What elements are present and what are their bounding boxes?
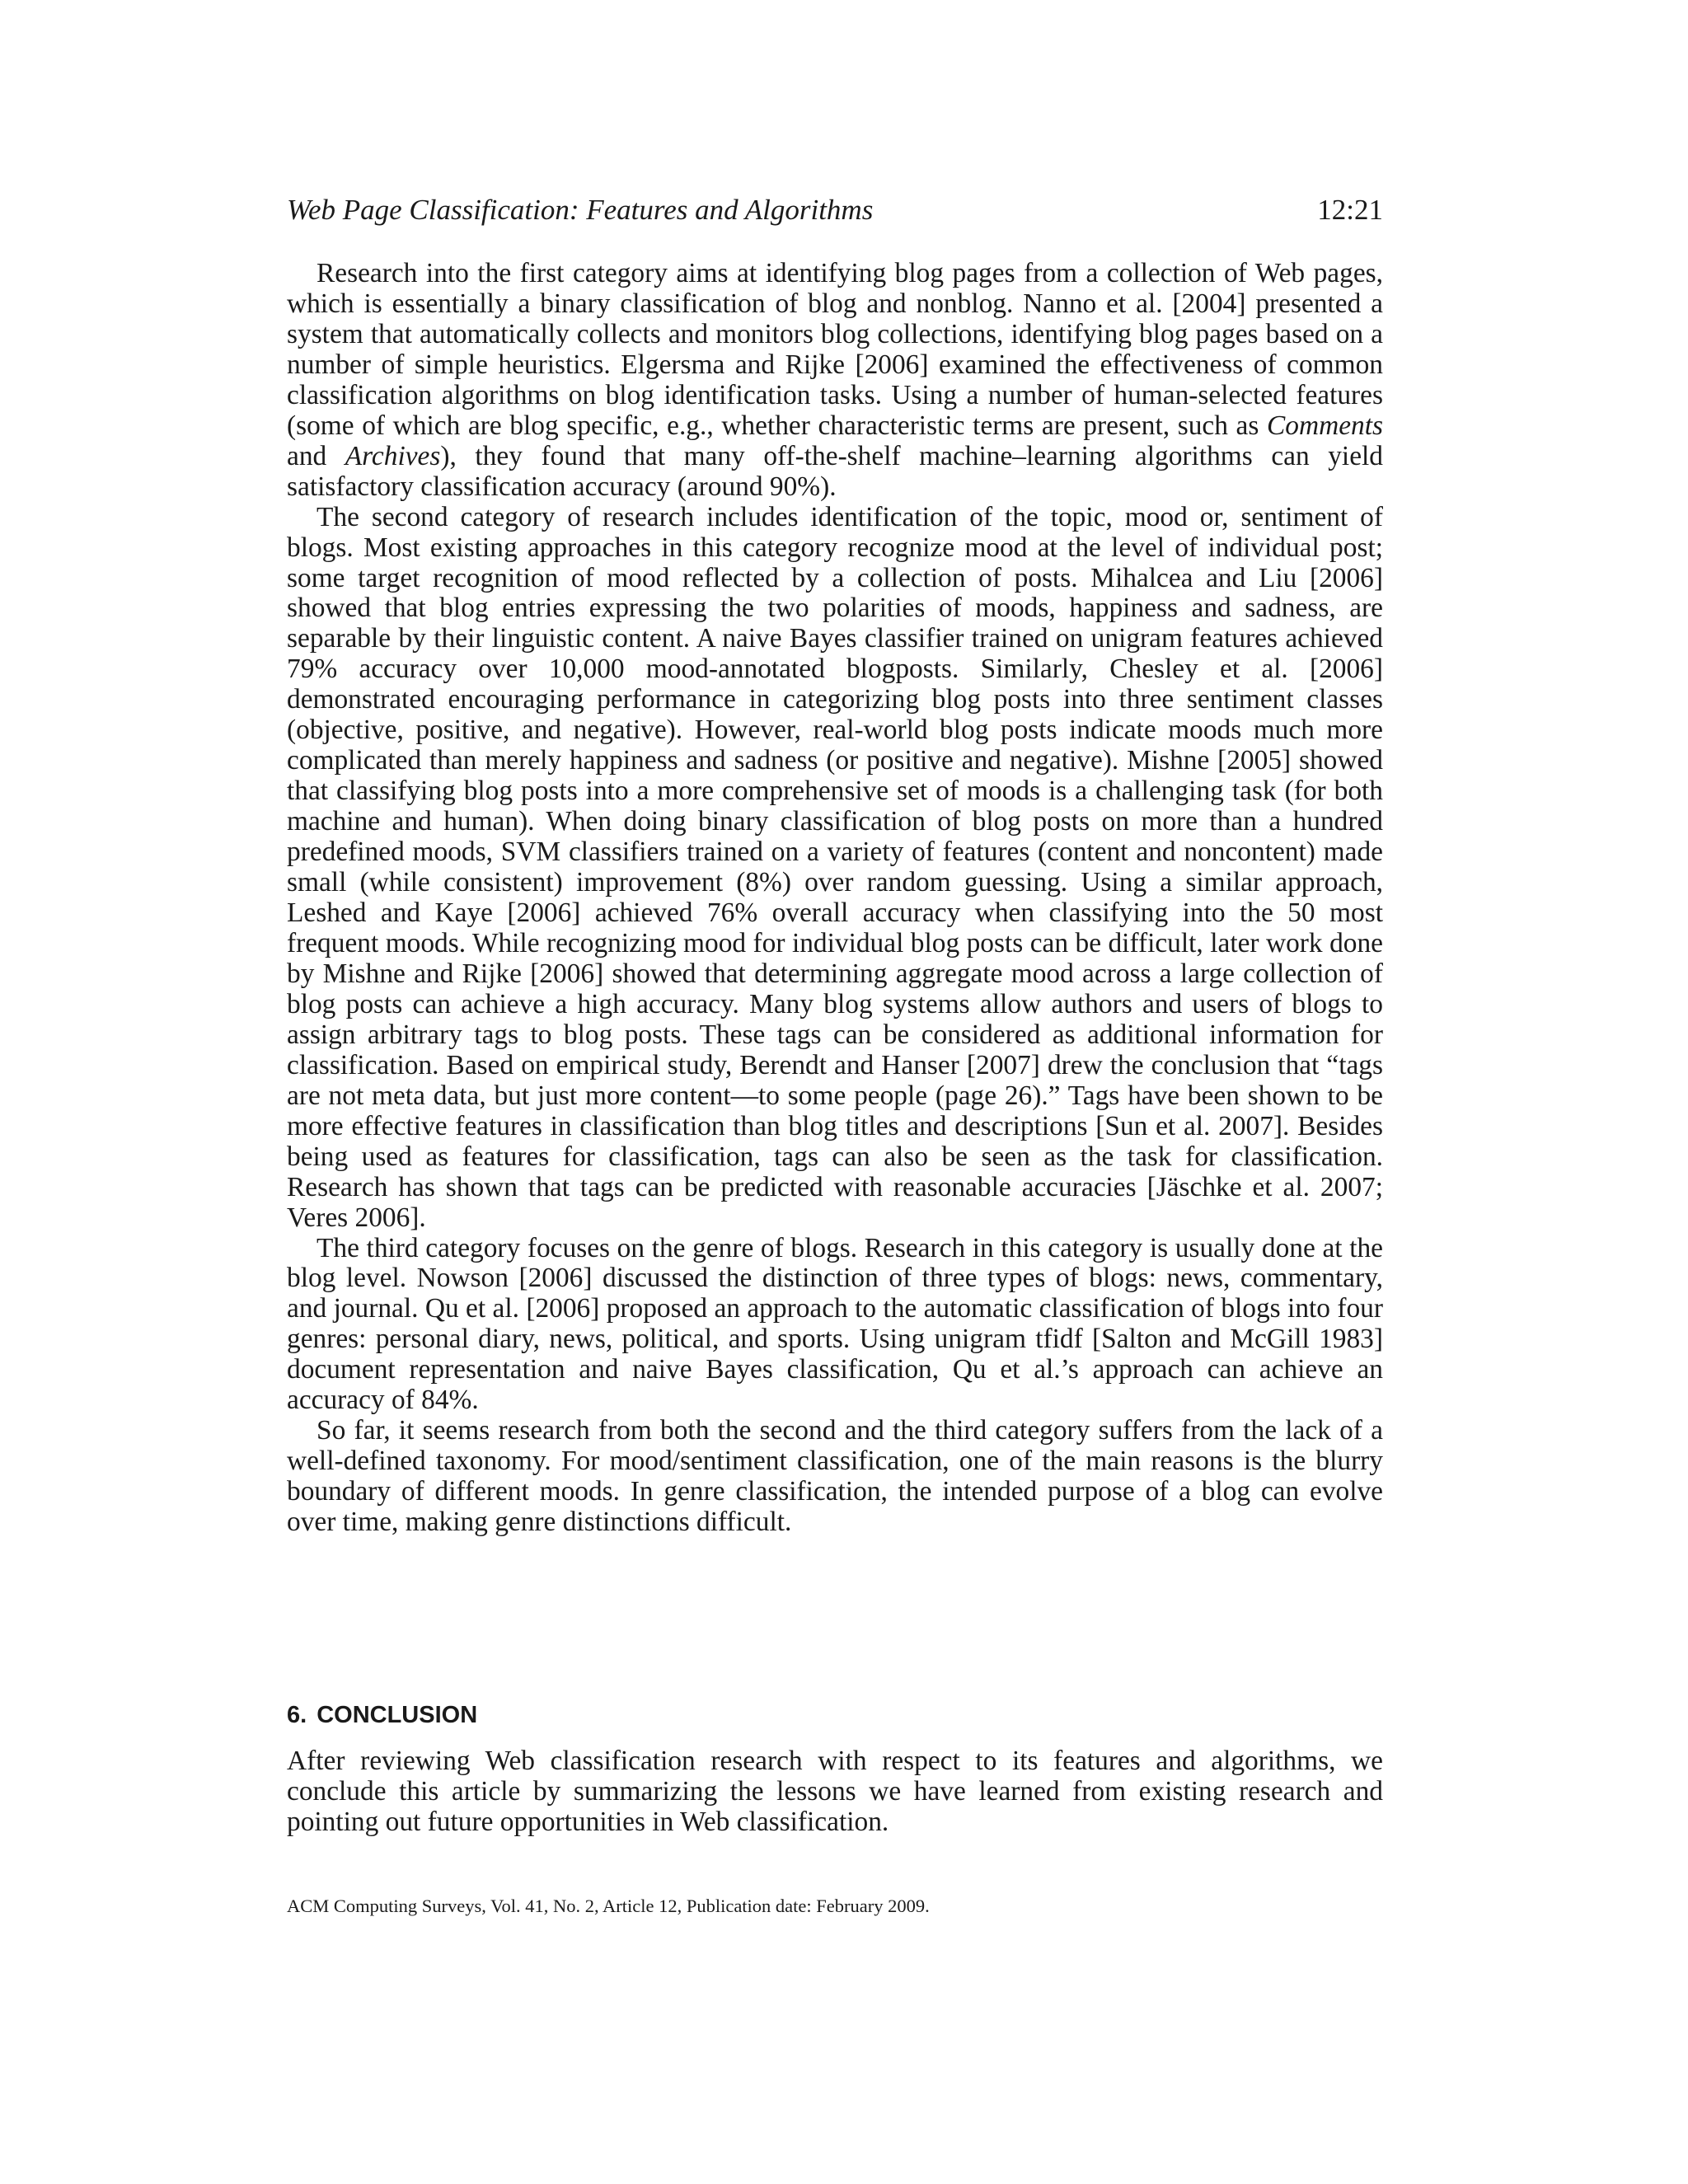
italic-term: Comments: [1267, 410, 1383, 441]
paragraph-blog-genre: The third category focuses on the genre of blogs. Research in this category is usually done at the blog level. Nowson [2006] discussed the distinction of three types of blogs: news, commentary, and journal. Qu et al. [2006] proposed an approach to the automatic classification of blogs into four genres: personal diary, news, political, and sports. Using unigram tfidf [Salton and McGill 1983] document representation and naive Bayes classification, Qu et al.’s approach can achieve an accuracy of 84%.: [287, 1232, 1383, 1416]
conclusion-text: [287, 1746, 1383, 1837]
footer-citation: ACM Computing Surveys, Vol. 41, No. 2, Article 12, Publication date: February 2009.: [287, 1896, 930, 1916]
running-title: Web Page Classification: Features and Algorithms: [287, 194, 874, 226]
running-header: [287, 191, 1383, 229]
body-text: [287, 259, 1383, 1538]
section-heading: [287, 1699, 477, 1732]
paragraph-blog-taxonomy: So far, it seems research from both the second and the third category suffers from the lack of a well-defined taxonomy. For mood/sentiment classification, one of the main reasons is the blurry boundary of different moods. In genre classification, the intended purpose of a blog can evolve over time, making genre distinctions difficult.: [287, 1415, 1383, 1538]
paragraph-blog-identification: Research into the first category aims at identifying blog pages from a collection of Web pages, which is essentially a binary classification of blog and nonblog. Nanno et al. [2004] presented a system that automatically collects and monitors blog collections, identifying blog pages based on a number of simple heuristics. Elgersma and Rijke [2006] examined the effectiveness of common classification algorithms on blog identification tasks. Using a number of human-selected features (some of which are blog specific, e.g., whether characteristic terms are present, such as Comments and Archives), they found that many off-the-shelf machine–learning algorithms can yield satisfactory classification accuracy (around 90%).: [287, 258, 1383, 502]
paragraph-conclusion: After reviewing Web classification research with respect to its features and algorithms, we conclude this article by summarizing the lessons we have learned from existing research and pointing out future opportunities in Web classification.: [287, 1746, 1383, 1837]
italic-term: Archives: [345, 440, 441, 471]
section-title: CONCLUSION: [316, 1702, 478, 1728]
page-number: 12:21: [1317, 194, 1383, 226]
section-number: 6.: [287, 1702, 307, 1728]
paragraph-blog-mood-sentiment: The second category of research includes identification of the topic, mood or, sentiment of blogs. Most existing approaches in this category recognize mood at the level of individual post; some target recognition of mood reflected by a collection of posts. Mihalcea and Liu [2006] showed that blog entries expressing the two polarities of moods, happiness and sadness, are separable by their linguistic content. A naive Bayes classifier trained on unigram features achieved 79% accuracy over 10,000 mood-annotated blogposts. Similarly, Chesley et al. [2006] demonstrated encouraging performance in categorizing blog posts into three sentiment classes (objective, positive, and negative). However, real-world blog posts indicate moods much more complicated than merely happiness and sadness (or positive and negative). Mishne [2005] showed that classifying blog posts into a more comprehensive set of moods is a challenging task (for both machine and human). When doing binary classification of blog posts on more than a hundred predefined moods, SVM classifiers trained on a variety of features (content and noncontent) made small (while consistent) improvement (8%) over random guessing. Using a similar approach, Leshed and Kaye [2006] achieved 76% overall accuracy when classifying into the 50 most frequent moods. While recognizing mood for individual blog posts can be difficult, later work done by Mishne and Rijke [2006] showed that determining aggregate mood across a large collection of blog posts can achieve a high accuracy. Many blog systems allow authors and users of blogs to assign arbitrary tags to blog posts. These tags can be considered as additional information for classification. Based on empirical study, Berendt and Hanser [2007] drew the conclusion that “tags are not meta data, but just more content—to some people (page 26).” Tags have been shown to be more effective features in classification than blog titles and descriptions [Sun et al. 2007]. Besides being used as features for classification, tags can also be seen as the task for classification. Research has shown that tags can be predicted with reasonable accuracies [Jäschke et al. 2007; Veres 2006].: [287, 501, 1383, 1233]
